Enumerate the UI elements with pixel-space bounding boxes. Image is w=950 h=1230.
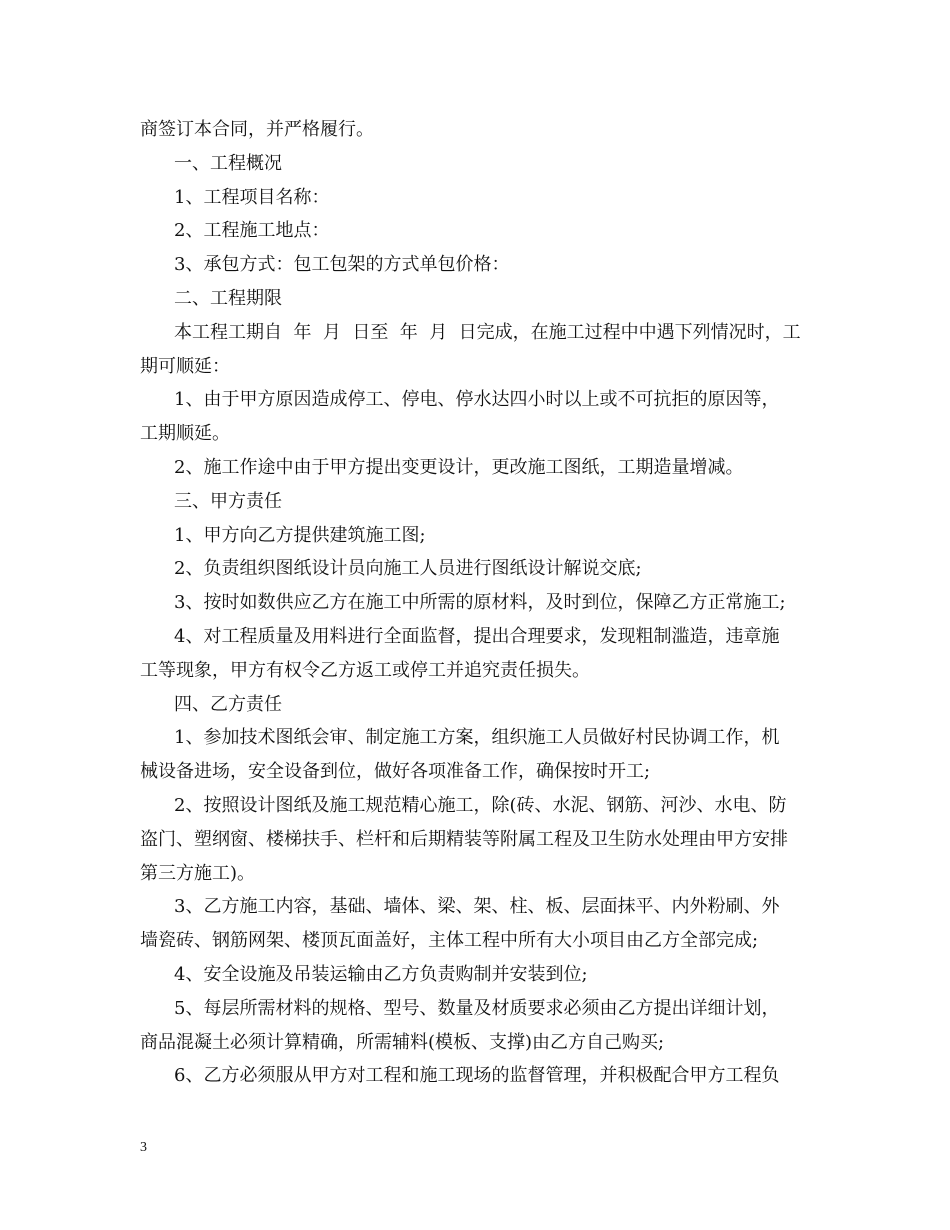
text-line: 3、承包方式：包工包架的方式单包价格： [174,254,510,276]
text-line: 6、乙方必须服从甲方对工程和施工现场的监督管理，并积极配合甲方工程负 [174,1065,780,1087]
section-heading: 二、工程期限 [174,287,282,309]
text-line: 1、工程项目名称： [174,186,330,208]
text-line: 1、参加技术图纸会审、制定施工方案，组织施工人员做好村民协调工作，机 [174,727,780,749]
text-line: 4、对工程质量及用料进行全面监督，提出合理要求，发现粗制滥造，违章施 [174,625,780,647]
text-line: 械设备进场，安全设备到位，做好各项准备工作，确保按时开工; [140,761,651,783]
text-line: 4、安全设施及吊装运输由乙方负责购制并安装到位; [174,963,588,985]
text-line: 商签订本合同，并严格履行。 [140,119,374,140]
text-line: 盗门、塑纲窗、楼梯扶手、栏杆和后期精装等附属工程及卫生防水处理由甲方安排 [140,828,788,850]
text-line: 墙瓷砖、钢筋网架、楼顶瓦面盖好，主体工程中所有大小项目由乙方全部完成; [140,930,759,952]
text-line: 3、按时如数供应乙方在施工中所需的原材料，及时到位，保障乙方正常施工; [174,592,786,614]
text-line: 期可顺延： [140,355,230,377]
text-line: 1、由于甲方原因造成停工、停电、停水达四小时以上或不可抗拒的原因等， [174,389,780,411]
document-body [140,113,812,1093]
text-line: 本工程工期自 年 月 日至 年 月 日完成，在施工过程中中遇下列情况时，工 [174,321,801,343]
page-number: 3 [140,1140,147,1155]
text-line: 1、甲方向乙方提供建筑施工图; [174,524,426,546]
text-line: 2、工程施工地点： [174,220,330,242]
text-line: 工等现象，甲方有权令乙方返工或停工并追究责任损失。 [140,659,590,681]
text-line: 5、每层所需材料的规格、型号、数量及材质要求必须由乙方提出详细计划， [174,997,780,1019]
text-line: 2、按照设计图纸及施工规范精心施工，除(砖、水泥、钢筋、河沙、水电、防 [174,794,787,816]
section-heading: 三、甲方责任 [174,490,282,512]
text-line: 第三方施工)。 [140,862,256,884]
text-line: 2、施工作途中由于甲方提出变更设计，更改施工图纸，工期造量增减。 [174,456,744,478]
text-line: 3、乙方施工内容，基础、墙体、梁、架、柱、板、层面抹平、内外粉刷、外 [174,896,780,918]
section-heading: 一、工程概况 [174,152,282,174]
text-line: 商品混凝土必须计算精确，所需辅料(模板、支撑)由乙方自己购买; [140,1031,665,1053]
text-line: 2、负责组织图纸设计员向施工人员进行图纸设计解说交底; [174,558,642,580]
text-line: 工期顺延。 [140,423,230,445]
section-heading: 四、乙方责任 [174,693,282,715]
